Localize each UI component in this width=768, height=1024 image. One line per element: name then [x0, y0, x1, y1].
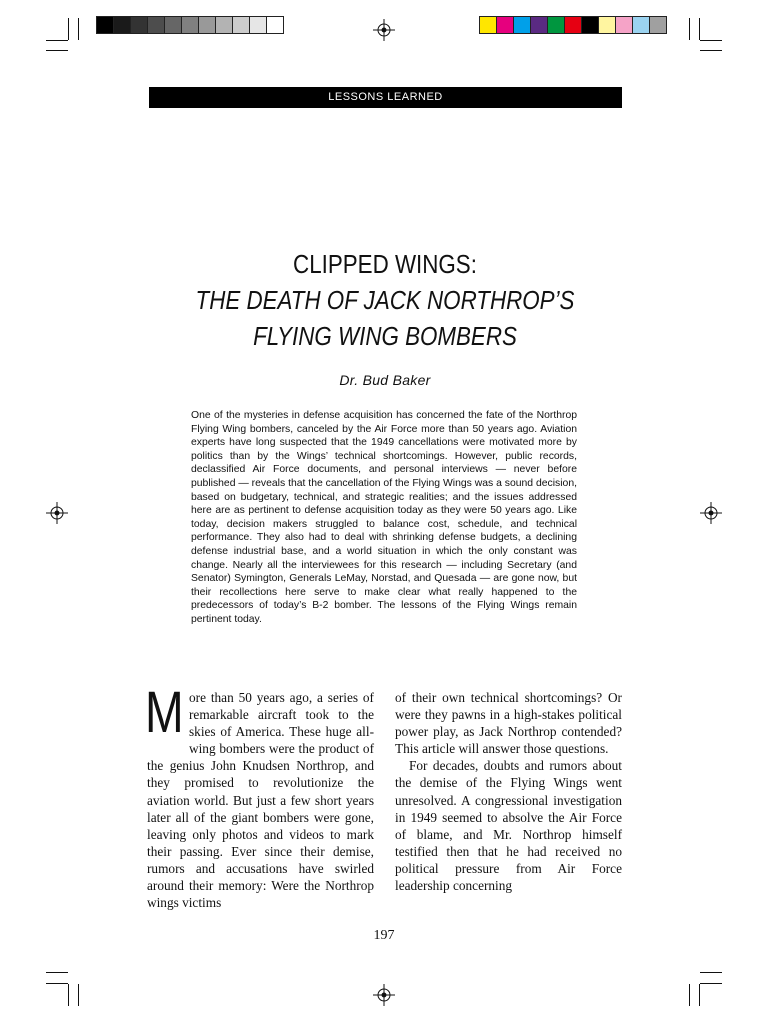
registration-mark-left [46, 502, 68, 524]
registration-mark-bottom [373, 984, 395, 1006]
color-swatch [649, 16, 667, 34]
color-swatch [232, 16, 250, 34]
color-calibration-strip [479, 16, 666, 34]
body-column-left [145, 680, 374, 911]
color-swatch [547, 16, 565, 34]
color-swatch [96, 16, 114, 34]
color-swatch [530, 16, 548, 34]
color-swatch [164, 16, 182, 34]
title-line-2: THE DEATH OF JACK NORTHROP’S [195, 285, 575, 315]
article-title [183, 246, 587, 354]
color-swatch [632, 16, 650, 34]
color-swatch [130, 16, 148, 34]
gray-calibration-strip [96, 16, 283, 34]
page-number: 197 [373, 928, 395, 943]
body-paragraph-1-continued: of their own technical shortcomings? Or were they pawns in a high-stakes political power play, as Jack Northrop contended? This article will answer those questions. [395, 690, 622, 757]
color-swatch [266, 16, 284, 34]
color-swatch [249, 16, 267, 34]
title-line-1: CLIPPED WINGS: [293, 249, 477, 279]
body-column-right [395, 689, 622, 894]
color-swatch [113, 16, 131, 34]
color-swatch [513, 16, 531, 34]
registration-mark-top [373, 19, 395, 41]
color-swatch [479, 16, 497, 34]
title-line-3: FLYING WING BOMBERS [253, 321, 517, 351]
body-paragraph-1-text: ore than 50 years ago, a series of remarkable aircraft took to the skies of America. These huge all-wing bombers were the product of the genius John Knudsen Northrop, and they promised to revolutionize the aviation world. But just a few short years later all of the giant bombers were gone, leaving only photos and videos to mark their passing. Ever since their demise, rumors and accusations have swirled around their memory: Were the Northrop wings victims [147, 690, 374, 911]
drop-cap: M [145, 680, 184, 745]
color-swatch [564, 16, 582, 34]
section-header: LESSONS LEARNED [149, 87, 622, 108]
color-swatch [598, 16, 616, 34]
abstract-paragraph: One of the mysteries in defense acquisition has concerned the fate of the Northrop Flying Wing bombers, canceled by the Air Force more than 50 years ago. Aviation experts have long suspected that the 1949 cancellations were motivated more by politics than by the Wings’ technical shortcomings. However, public records, declassified Air Force documents, and personal interviews — never before published — reveals that the cancellation of the Flying Wings was a sound decision, based on budgetary, technical, and strategic realities; and the issues addressed here are as pertinent to defense acquisition today as they were 50 years ago. Like today, decision makers struggled to balance cost, schedule, and technical performance. They also had to deal with shrinking defense budgets, a declining defense industrial base, and a world situation in which the only constant was change. Nearly all the interviewees for this research — including Secretary (and Senator) Symington, Generals LeMay, Norstad, and Quesada — are gone now, but their recollections here serve to make clear what really happened to the predecessors of today’s B-2 bomber. The lessons of the Flying Wings remain pertinent today. [191, 410, 577, 625]
color-swatch [581, 16, 599, 34]
color-swatch [147, 16, 165, 34]
body-paragraph-2: For decades, doubts and rumors about the demise of the Flying Wings went unresolved. A congressional investigation in 1949 seemed to absolve the Air Force of blame, and Mr. Northrop himself testified then that he had received no political pressure from Air Force leadership concerning [395, 758, 622, 894]
color-swatch [215, 16, 233, 34]
color-swatch [615, 16, 633, 34]
registration-mark-right [700, 502, 722, 524]
color-swatch [198, 16, 216, 34]
author-byline: Dr. Bud Baker [339, 372, 431, 388]
body-paragraph-1 [145, 680, 374, 911]
color-swatch [181, 16, 199, 34]
color-swatch [496, 16, 514, 34]
